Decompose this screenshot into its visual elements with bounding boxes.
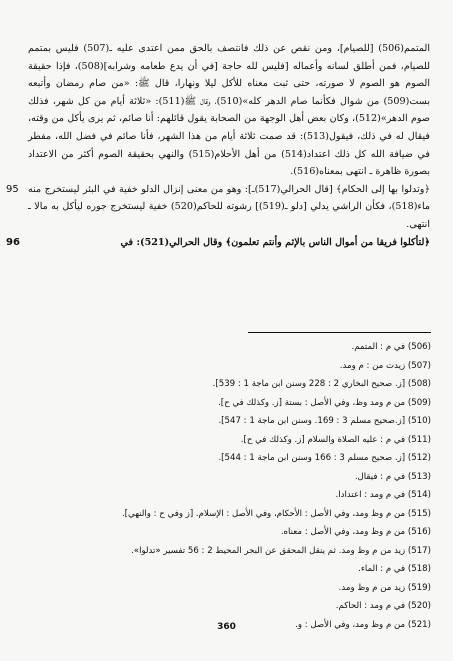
paragraph-95-text: ﴿وتدلوا بها إلى الحكام﴾ [قال الحرالي(517)ـ]: وهو من معنى إنزال الدلو خفية في البئر ليستخرج منه ماء(518)، فكأن الراشي يدلي [دلو ـ(519)] رشوته للحاكم(520) خفية ليستخرج جوره ليأكل به مالا ـ انتهى. [28, 183, 431, 230]
footnote-519: (519) زيد من م وظ ومد. [338, 582, 431, 593]
footnote-515: (515) من م وظ ومد، وفي الأصل : الأحكام، وفي الأصل : الإسلام. [ز وفي ح : والنهي]. [121, 508, 431, 519]
footnote-507: (507) زيدت من : م ومد. [339, 360, 431, 371]
footnote-511: (511) في م : عليه الصلاة والسلام [ز. وكذلك في ح]. [240, 434, 431, 445]
footnote-510: (510) [ز.صحيح مسلم 3 : 169. وسنن ابن ماجة 1 : 547]. [218, 416, 431, 426]
footnote-divider [248, 332, 431, 333]
paragraph-96 [6, 234, 430, 252]
footnote-518: (518) في م : الماء. [358, 564, 431, 574]
footnote-520: (520) في م ومد : الحاكم. [335, 601, 431, 611]
main-text [6, 40, 431, 251]
verse-number-96: 96 [6, 236, 20, 248]
footnote-512: (512) [ز. صحيح مسلم 3 : 166 وسنن ابن ماجة 1 : 544]. [218, 453, 431, 463]
footnote-506: (506) في م : المتمم. [351, 342, 431, 352]
footnote-509: (509) من م ومد وظ، وفي الأصل : بستة [ز. وكذلك في ح]. [218, 397, 431, 408]
paragraph-1: المتمم(506) [للصيام]، ومن نقص عن ذلك فانتصف بالحق ممن اعتدى عليه ـ(507) فليس بمتمم للصيام، فمن أطلق لسانه وأعماله [فليس لله حاجة [في أن يدع طعامه وشرابه](508)، فإذا حقيقة الصوم هو الصوم لا صورته، حتى ثبت معناه للأكل ليلا ونهارا، قال ﷺ: «من صام رمضان وأتبعه بست(509) من شوال فكأنما صام الدهر كله»(510)، وقال ﷺ(511): «ثلاثة أيام من كل شهر، فذلك صوم الدهر»(512)، وكان بعض أهل الوجهة من الصحابة يقول قائلهم: أنا صائم، ثم يرى يأكل من وقته، فيقال له في ذلك، فيقول(513): قد صمت ثلاثة أيام من هذا الشهر، فأنا صائم في فضل الله، مفطر في ضيافة الله كل ذلك اعتداد(514) من أهل الأحلام(515) والنهي بحقيقة الصوم أكثر من الاعتداد بصورة ظاهرة ـ انتهى بمعناه(516). [28, 43, 430, 178]
footnote-513: (513) في م : فيقال. [354, 471, 431, 482]
footnote-517: (517) زيد من م وظ ومد. ثم ينقل المحقق عن البحر المحيط 2 : 56 تفسير «تدلوا». [131, 545, 431, 556]
footnote-516: (516) من م وظ ومد، وفي الأصل : معناه. [280, 527, 431, 537]
footnote-521: (521) من م وظ ومد، وفي الأصل : و. [295, 619, 431, 630]
verse-number-95: 95 [6, 183, 19, 195]
paragraph-96-text: ﴿لتأكلوا فريقا من أموال الناس بالإثم وأنتم تعلمون﴾ وقال الحرالي(521): في [120, 236, 430, 248]
paragraph-95 [6, 181, 431, 234]
footnote-508: (508) [ز. صحيح البخاري 2 : 228 وسنن ابن ماجة 1 : 539]. [212, 379, 431, 389]
page-number: 360 [217, 622, 236, 632]
footnote-514: (514) في م ومد : اعتدادا. [335, 490, 431, 500]
footnotes [60, 338, 431, 634]
